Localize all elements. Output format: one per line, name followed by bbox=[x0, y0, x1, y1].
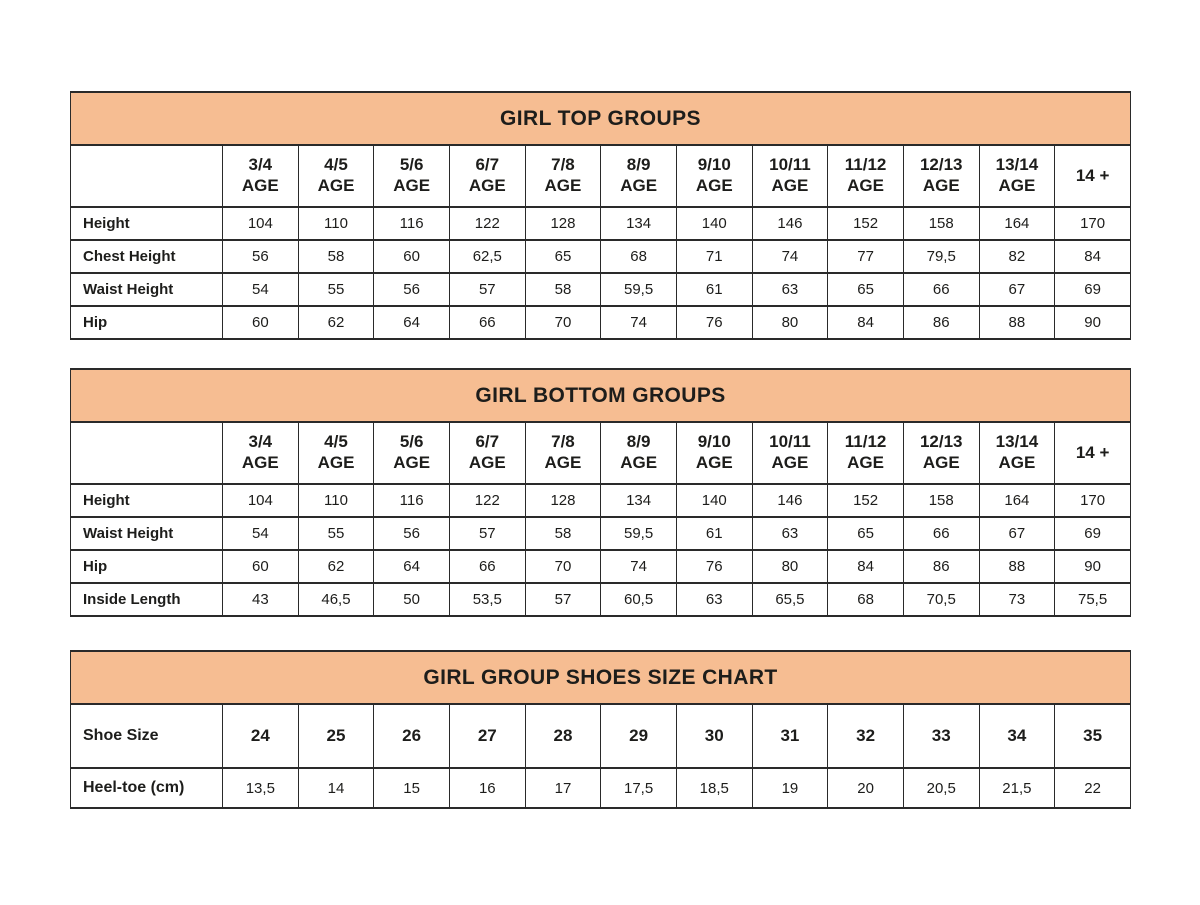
table-row bbox=[71, 517, 1131, 550]
value-cell: 59,5 bbox=[601, 517, 677, 550]
value-cell: 54 bbox=[223, 517, 299, 550]
row-label: Inside Length bbox=[71, 583, 223, 616]
age-column-header bbox=[525, 145, 601, 207]
value-cell: 79,5 bbox=[903, 240, 979, 273]
row-label: Height bbox=[71, 484, 223, 517]
table-row bbox=[71, 306, 1131, 339]
age-range-label: 6/7 bbox=[475, 155, 500, 175]
value-cell: 90 bbox=[1055, 306, 1131, 339]
value-cell: 164 bbox=[979, 484, 1055, 517]
age-range-label: 8/9 bbox=[626, 155, 651, 175]
age-suffix-label: AGE bbox=[393, 453, 431, 472]
value-cell: 80 bbox=[752, 550, 828, 583]
value-cell: 62,5 bbox=[449, 240, 525, 273]
girl-top-groups-section bbox=[70, 91, 1131, 340]
age-range-label: 13/14 bbox=[995, 155, 1039, 175]
value-cell: 57 bbox=[525, 583, 601, 616]
value-cell: 70,5 bbox=[903, 583, 979, 616]
value-cell: 53,5 bbox=[449, 583, 525, 616]
age-column-header bbox=[903, 422, 979, 484]
table-title: GIRL TOP GROUPS bbox=[71, 92, 1131, 145]
age-column-header bbox=[601, 422, 677, 484]
value-cell: 140 bbox=[676, 207, 752, 240]
value-cell: 67 bbox=[979, 273, 1055, 306]
table-row bbox=[71, 768, 1131, 808]
age-suffix-label: AGE bbox=[695, 453, 733, 472]
row-label: Height bbox=[71, 207, 223, 240]
value-cell: 70 bbox=[525, 306, 601, 339]
value-cell: 17,5 bbox=[601, 768, 677, 808]
age-suffix-label: AGE bbox=[998, 176, 1036, 195]
value-cell: 25 bbox=[298, 704, 374, 768]
value-cell: 65 bbox=[828, 517, 904, 550]
value-cell: 74 bbox=[601, 306, 677, 339]
age-range-label: 10/11 bbox=[769, 432, 811, 452]
age-column-header bbox=[1055, 145, 1131, 207]
age-range-label: 6/7 bbox=[475, 432, 500, 452]
value-cell: 88 bbox=[979, 306, 1055, 339]
age-range-label: 9/10 bbox=[697, 155, 731, 175]
value-cell: 84 bbox=[828, 550, 904, 583]
age-column-header bbox=[676, 422, 752, 484]
age-column-header bbox=[752, 422, 828, 484]
age-column-header bbox=[601, 145, 677, 207]
table-row bbox=[71, 240, 1131, 273]
value-cell: 164 bbox=[979, 207, 1055, 240]
value-cell: 86 bbox=[903, 306, 979, 339]
value-cell: 14 bbox=[298, 768, 374, 808]
age-range-label: 8/9 bbox=[626, 432, 651, 452]
girl-shoes-size-table bbox=[70, 650, 1131, 809]
value-cell: 84 bbox=[1055, 240, 1131, 273]
girl-shoes-size-section bbox=[70, 650, 1131, 809]
value-cell: 68 bbox=[828, 583, 904, 616]
table-row bbox=[71, 273, 1131, 306]
value-cell: 61 bbox=[676, 273, 752, 306]
table-title-row bbox=[71, 92, 1131, 145]
value-cell: 65 bbox=[828, 273, 904, 306]
age-range-label: 14 + bbox=[1075, 442, 1110, 462]
value-cell: 152 bbox=[828, 484, 904, 517]
age-suffix-label: AGE bbox=[998, 453, 1036, 472]
value-cell: 82 bbox=[979, 240, 1055, 273]
value-cell: 65,5 bbox=[752, 583, 828, 616]
age-column-header bbox=[298, 422, 374, 484]
age-range-label: 10/11 bbox=[769, 155, 811, 175]
value-cell: 56 bbox=[374, 517, 450, 550]
age-suffix-label: AGE bbox=[620, 176, 658, 195]
value-cell: 61 bbox=[676, 517, 752, 550]
value-cell: 43 bbox=[223, 583, 299, 616]
girl-top-groups-table bbox=[70, 91, 1131, 340]
value-cell: 67 bbox=[979, 517, 1055, 550]
age-suffix-label: AGE bbox=[544, 176, 582, 195]
table-title: GIRL BOTTOM GROUPS bbox=[71, 369, 1131, 422]
value-cell: 16 bbox=[449, 768, 525, 808]
age-suffix-label: AGE bbox=[241, 453, 279, 472]
value-cell: 57 bbox=[449, 273, 525, 306]
value-cell: 56 bbox=[374, 273, 450, 306]
value-cell: 84 bbox=[828, 306, 904, 339]
value-cell: 21,5 bbox=[979, 768, 1055, 808]
age-range-label: 7/8 bbox=[551, 155, 575, 175]
age-column-header bbox=[979, 422, 1055, 484]
value-cell: 55 bbox=[298, 517, 374, 550]
age-column-header bbox=[752, 145, 828, 207]
value-cell: 32 bbox=[828, 704, 904, 768]
value-cell: 104 bbox=[223, 484, 299, 517]
value-cell: 128 bbox=[525, 207, 601, 240]
value-cell: 58 bbox=[298, 240, 374, 273]
age-range-label: 4/5 bbox=[324, 155, 348, 175]
value-cell: 22 bbox=[1055, 768, 1131, 808]
value-cell: 56 bbox=[223, 240, 299, 273]
table-body bbox=[71, 484, 1131, 616]
value-cell: 71 bbox=[676, 240, 752, 273]
age-range-label: 12/13 bbox=[919, 155, 963, 175]
value-cell: 60 bbox=[223, 306, 299, 339]
age-suffix-label: AGE bbox=[922, 453, 960, 472]
value-cell: 58 bbox=[525, 273, 601, 306]
value-cell: 66 bbox=[903, 273, 979, 306]
age-range-label: 5/6 bbox=[399, 432, 424, 452]
value-cell: 26 bbox=[374, 704, 450, 768]
value-cell: 66 bbox=[449, 550, 525, 583]
value-cell: 57 bbox=[449, 517, 525, 550]
value-cell: 50 bbox=[374, 583, 450, 616]
value-cell: 170 bbox=[1055, 207, 1131, 240]
row-label: Waist Height bbox=[71, 273, 223, 306]
age-suffix-label: AGE bbox=[468, 176, 506, 195]
value-cell: 29 bbox=[601, 704, 677, 768]
value-cell: 27 bbox=[449, 704, 525, 768]
age-range-label: 5/6 bbox=[399, 155, 424, 175]
age-range-label: 9/10 bbox=[697, 432, 731, 452]
value-cell: 158 bbox=[903, 207, 979, 240]
value-cell: 76 bbox=[676, 550, 752, 583]
age-column-header bbox=[979, 145, 1055, 207]
age-range-label: 3/4 bbox=[248, 432, 273, 452]
value-cell: 86 bbox=[903, 550, 979, 583]
value-cell: 64 bbox=[374, 306, 450, 339]
value-cell: 54 bbox=[223, 273, 299, 306]
value-cell: 90 bbox=[1055, 550, 1131, 583]
value-cell: 76 bbox=[676, 306, 752, 339]
table-title: GIRL GROUP SHOES SIZE CHART bbox=[71, 651, 1131, 704]
age-column-header bbox=[449, 145, 525, 207]
value-cell: 80 bbox=[752, 306, 828, 339]
value-cell: 74 bbox=[752, 240, 828, 273]
table-row bbox=[71, 550, 1131, 583]
age-header-row bbox=[71, 145, 1131, 207]
value-cell: 62 bbox=[298, 550, 374, 583]
value-cell: 104 bbox=[223, 207, 299, 240]
value-cell: 122 bbox=[449, 484, 525, 517]
value-cell: 18,5 bbox=[676, 768, 752, 808]
value-cell: 62 bbox=[298, 306, 374, 339]
value-cell: 58 bbox=[525, 517, 601, 550]
value-cell: 63 bbox=[752, 273, 828, 306]
value-cell: 134 bbox=[601, 484, 677, 517]
value-cell: 55 bbox=[298, 273, 374, 306]
value-cell: 30 bbox=[676, 704, 752, 768]
age-range-label: 13/14 bbox=[995, 432, 1039, 452]
value-cell: 116 bbox=[374, 207, 450, 240]
age-suffix-label: AGE bbox=[695, 176, 733, 195]
age-suffix-label: AGE bbox=[241, 176, 279, 195]
value-cell: 66 bbox=[903, 517, 979, 550]
age-suffix-label: AGE bbox=[771, 453, 809, 472]
value-cell: 146 bbox=[752, 207, 828, 240]
row-label: Heel-toe (cm) bbox=[71, 768, 223, 808]
value-cell: 60 bbox=[374, 240, 450, 273]
value-cell: 152 bbox=[828, 207, 904, 240]
age-column-header bbox=[223, 422, 299, 484]
age-suffix-label: AGE bbox=[393, 176, 431, 195]
age-column-header bbox=[903, 145, 979, 207]
value-cell: 116 bbox=[374, 484, 450, 517]
row-label: Hip bbox=[71, 550, 223, 583]
age-suffix-label: AGE bbox=[317, 453, 355, 472]
value-cell: 63 bbox=[752, 517, 828, 550]
value-cell: 64 bbox=[374, 550, 450, 583]
age-range-label: 3/4 bbox=[248, 155, 273, 175]
value-cell: 63 bbox=[676, 583, 752, 616]
age-column-header bbox=[1055, 422, 1131, 484]
value-cell: 134 bbox=[601, 207, 677, 240]
age-column-header bbox=[828, 422, 904, 484]
table-body bbox=[71, 207, 1131, 339]
value-cell: 158 bbox=[903, 484, 979, 517]
age-column-header bbox=[828, 145, 904, 207]
value-cell: 15 bbox=[374, 768, 450, 808]
value-cell: 69 bbox=[1055, 517, 1131, 550]
value-cell: 20,5 bbox=[903, 768, 979, 808]
value-cell: 28 bbox=[525, 704, 601, 768]
value-cell: 70 bbox=[525, 550, 601, 583]
age-range-label: 12/13 bbox=[919, 432, 963, 452]
table-body bbox=[71, 704, 1131, 808]
age-suffix-label: AGE bbox=[317, 176, 355, 195]
age-column-header bbox=[374, 145, 450, 207]
age-range-label: 7/8 bbox=[551, 432, 575, 452]
value-cell: 65 bbox=[525, 240, 601, 273]
age-range-label: 14 + bbox=[1075, 165, 1110, 185]
value-cell: 20 bbox=[828, 768, 904, 808]
table-row bbox=[71, 484, 1131, 517]
value-cell: 19 bbox=[752, 768, 828, 808]
age-column-header bbox=[374, 422, 450, 484]
age-range-label: 11/12 bbox=[844, 155, 887, 175]
value-cell: 68 bbox=[601, 240, 677, 273]
value-cell: 146 bbox=[752, 484, 828, 517]
value-cell: 170 bbox=[1055, 484, 1131, 517]
value-cell: 60 bbox=[223, 550, 299, 583]
value-cell: 33 bbox=[903, 704, 979, 768]
age-suffix-label: AGE bbox=[771, 176, 809, 195]
age-column-header bbox=[223, 145, 299, 207]
age-suffix-label: AGE bbox=[544, 453, 582, 472]
age-column-header bbox=[676, 145, 752, 207]
table-row bbox=[71, 207, 1131, 240]
table-title-row bbox=[71, 651, 1131, 704]
value-cell: 73 bbox=[979, 583, 1055, 616]
corner-cell bbox=[71, 422, 223, 484]
table-title-row bbox=[71, 369, 1131, 422]
table-row bbox=[71, 583, 1131, 616]
age-range-label: 11/12 bbox=[844, 432, 887, 452]
value-cell: 128 bbox=[525, 484, 601, 517]
age-suffix-label: AGE bbox=[922, 176, 960, 195]
value-cell: 66 bbox=[449, 306, 525, 339]
value-cell: 17 bbox=[525, 768, 601, 808]
age-suffix-label: AGE bbox=[847, 453, 884, 472]
corner-cell bbox=[71, 145, 223, 207]
table-row bbox=[71, 704, 1131, 768]
row-label: Chest Height bbox=[71, 240, 223, 273]
value-cell: 110 bbox=[298, 207, 374, 240]
value-cell: 13,5 bbox=[223, 768, 299, 808]
value-cell: 60,5 bbox=[601, 583, 677, 616]
girl-bottom-groups-table bbox=[70, 368, 1131, 617]
value-cell: 24 bbox=[223, 704, 299, 768]
age-column-header bbox=[298, 145, 374, 207]
value-cell: 122 bbox=[449, 207, 525, 240]
age-range-label: 4/5 bbox=[324, 432, 348, 452]
girl-bottom-groups-section bbox=[70, 368, 1131, 617]
value-cell: 140 bbox=[676, 484, 752, 517]
row-label: Shoe Size bbox=[71, 704, 223, 768]
age-suffix-label: AGE bbox=[468, 453, 506, 472]
row-label: Waist Height bbox=[71, 517, 223, 550]
value-cell: 69 bbox=[1055, 273, 1131, 306]
age-header-row bbox=[71, 422, 1131, 484]
value-cell: 77 bbox=[828, 240, 904, 273]
value-cell: 46,5 bbox=[298, 583, 374, 616]
value-cell: 59,5 bbox=[601, 273, 677, 306]
age-column-header bbox=[449, 422, 525, 484]
value-cell: 31 bbox=[752, 704, 828, 768]
value-cell: 88 bbox=[979, 550, 1055, 583]
value-cell: 75,5 bbox=[1055, 583, 1131, 616]
value-cell: 74 bbox=[601, 550, 677, 583]
age-column-header bbox=[525, 422, 601, 484]
age-suffix-label: AGE bbox=[620, 453, 658, 472]
value-cell: 110 bbox=[298, 484, 374, 517]
value-cell: 34 bbox=[979, 704, 1055, 768]
age-suffix-label: AGE bbox=[847, 176, 884, 195]
row-label: Hip bbox=[71, 306, 223, 339]
value-cell: 35 bbox=[1055, 704, 1131, 768]
